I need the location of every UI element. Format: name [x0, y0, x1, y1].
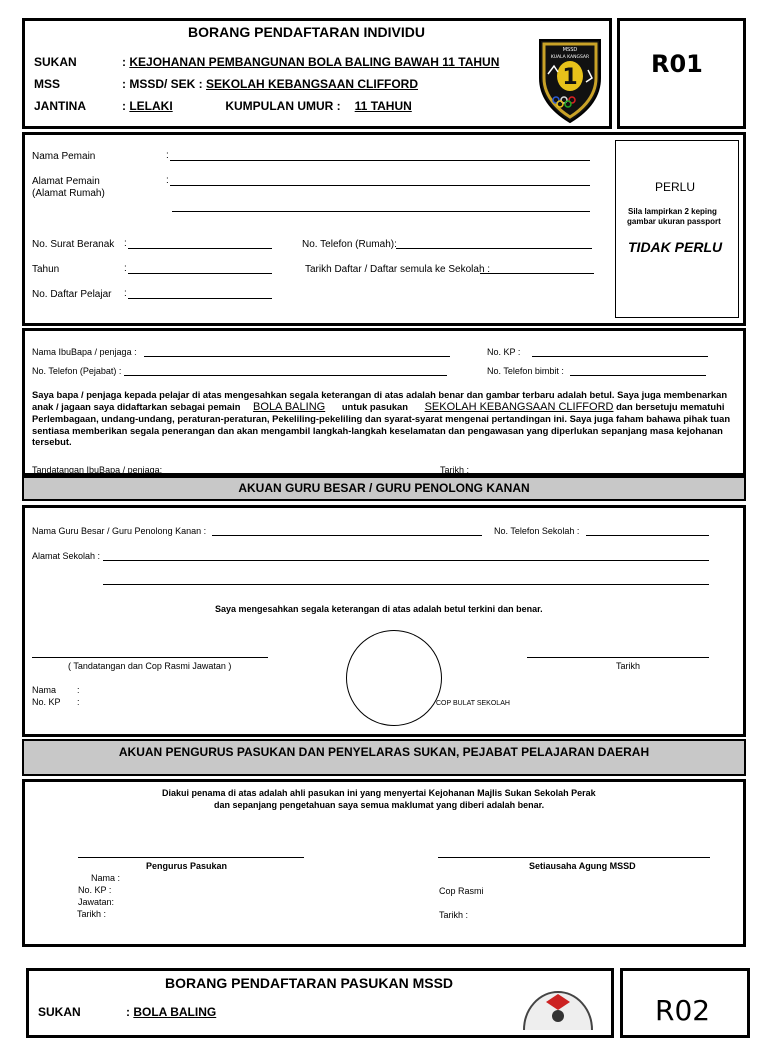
r01-mss-prefix: : MSSD/ SEK : — [122, 77, 207, 91]
r02-code: R02 — [655, 994, 711, 1027]
guru-tarikh-label: Tarikh — [616, 661, 641, 671]
ibubapa-tarikh-label: Tarikh : — [440, 465, 470, 474]
pengakuan-line-2e: dan bersetuju mematuhi — [616, 400, 725, 412]
surat-beranak-field[interactable] — [128, 248, 272, 249]
guru-bar-title: AKUAN GURU BESAR / GURU PENOLONG KANAN — [238, 481, 530, 495]
telefon-sekolah-field[interactable] — [586, 535, 709, 536]
r01-sukan-prefix: : — [122, 55, 130, 69]
r02-sukan-row — [126, 1005, 216, 1019]
pengakuan-pasukan-value: SEKOLAH KEBANGSAAN CLIFFORD — [424, 400, 614, 413]
guru-section-bar — [22, 476, 746, 501]
r01-sukan-label: SUKAN — [34, 55, 77, 69]
r01-mss-label: MSS — [34, 77, 61, 91]
guru-nama-colon: : — [77, 685, 80, 695]
surat-beranak-label: No. Surat Beranak — [32, 239, 115, 250]
guru-tandatangan-line[interactable] — [32, 657, 268, 658]
pengakuan-line-2c: untuk pasukan — [341, 400, 408, 412]
r01-jantina-prefix: : — [122, 99, 130, 113]
nama-guru-label: Nama Guru Besar / Guru Penolong Kanan : — [32, 526, 207, 536]
pengurus-nama-label: Nama : — [91, 873, 121, 883]
mssd-shield-logo — [534, 34, 606, 124]
r01-jantina-row — [122, 99, 443, 113]
cop-bulat-circle[interactable] — [346, 630, 442, 726]
daftar-pelajar-label: No. Daftar Pelajar — [32, 289, 112, 300]
nama-guru-field[interactable] — [212, 535, 482, 536]
r01-sukan-row — [122, 55, 499, 69]
r01-jantina-value: LELAKI — [129, 99, 173, 113]
telefon-pejabat-field[interactable] — [124, 375, 447, 376]
ibubapa-kp-label: No. KP : — [487, 347, 521, 357]
svg-text:KUALA KANGSAR: KUALA KANGSAR — [550, 55, 590, 60]
r01-umur-value: 11 TAHUN — [354, 99, 412, 113]
cop-rasmi-label: Cop Rasmi — [439, 886, 484, 896]
daftar-pelajar-colon: : — [124, 288, 127, 299]
pengurus-bar-title: AKUAN PENGURUS PASUKAN DAN PENYELARAS SUKAN, PEJABAT PELAJARAN DAERAH — [118, 745, 650, 759]
ibubapa-kp-field[interactable] — [532, 356, 708, 357]
guru-kp-colon: : — [77, 697, 80, 707]
pengurus-tarikh-label: Tarikh : — [77, 909, 107, 919]
photo-tidak-perlu: TIDAK PERLU — [628, 239, 723, 255]
cop-bulat-label: COP BULAT SEKOLAH — [436, 700, 510, 707]
r01-jantina-label: JANTINA — [34, 99, 87, 113]
r01-umur-label: KUMPULAN UMUR : — [225, 99, 341, 113]
tahun-field[interactable] — [128, 273, 272, 274]
r01-mss-value: SEKOLAH KEBANGSAAN CLIFFORD — [206, 77, 419, 91]
guru-kp-label: No. KP — [32, 697, 61, 707]
pengurus-section-bar — [22, 739, 746, 776]
r02-sukan-label: SUKAN — [38, 1005, 81, 1019]
setiausaha-tandatangan-line[interactable] — [438, 857, 710, 858]
alamat-pemain-label: Alamat Pemain — [32, 176, 100, 187]
pengakuan-sukan-value: BOLA BALING — [253, 400, 326, 413]
photo-perlu: PERLU — [655, 180, 696, 194]
telefon-rumah-label: No. Telefon (Rumah): — [302, 239, 397, 250]
alamat-pemain-sub: (Alamat Rumah) — [32, 188, 105, 199]
r02-logo — [520, 990, 596, 1030]
pengakuan-line-2 — [32, 401, 736, 414]
nama-pemain-colon: : — [166, 150, 169, 161]
pengakuan-line-5: tersebut. — [32, 436, 72, 447]
guru-tandatangan-label: ( Tandatangan dan Cop Rasmi Jawatan ) — [68, 661, 232, 671]
nama-pemain-label: Nama Pemain — [32, 151, 96, 162]
alamat-sekolah-field-2[interactable] — [103, 584, 709, 585]
r01-form-title: BORANG PENDAFTARAN INDIVIDU — [188, 24, 425, 40]
pengurus-jawatan-label: Jawatan: — [78, 897, 115, 907]
setiausaha-tarikh-label: Tarikh : — [439, 910, 469, 920]
r01-sukan-value: KEJOHANAN PEMBANGUNAN BOLA BALING BAWAH 11 TAHUN — [129, 55, 500, 69]
guru-pengesahan-text: Saya mengesahkan segala keterangan di atas adalah betul terkini dan benar. — [215, 604, 543, 614]
telefon-pejabat-label: No. Telefon (Pejabat) : — [32, 366, 122, 376]
alamat-pemain-field-2[interactable] — [172, 211, 590, 212]
tarikh-daftar-field[interactable] — [480, 273, 594, 274]
pengakuan-ibubapa-paragraph — [32, 389, 736, 448]
pengurus-tandatangan-line[interactable] — [78, 857, 304, 858]
telefon-sekolah-label: No. Telefon Sekolah : — [494, 526, 580, 536]
guru-tarikh-line[interactable] — [527, 657, 709, 658]
pengakuan-line-4: sentiasa memberikan segala penerangan dan akan mengambil langkah-langkah keselamatan dan pengawasan yang diperlukan sepanjang masa kejohanan — [32, 424, 723, 436]
r02-sukan-value: BOLA BALING — [133, 1005, 217, 1019]
svg-text:1: 1 — [562, 65, 578, 90]
svg-text:MSSD: MSSD — [562, 47, 578, 53]
pengurus-kp-label: No. KP : — [78, 885, 112, 895]
alamat-sekolah-label: Alamat Sekolah : — [32, 551, 101, 561]
tahun-label: Tahun — [32, 264, 60, 275]
pengakuan-line-1: Saya bapa / penjaga kepada pelajar di atas mengesahkan segala keterangan di atas adalah benar dan gambar terbaru adalah betul. Saya juga membenarkan — [32, 389, 728, 400]
alamat-sekolah-field-1[interactable] — [103, 560, 709, 561]
tahun-colon: : — [124, 263, 127, 274]
nama-ibubapa-label: Nama IbuBapa / penjaga : — [32, 347, 137, 357]
daftar-pelajar-field[interactable] — [128, 298, 272, 299]
telefon-bimbit-label: No. Telefon bimbit : — [487, 366, 564, 376]
tarikh-daftar-label: Tarikh Daftar / Daftar semula ke Sekolah : — [305, 264, 491, 275]
tandatangan-clip — [24, 462, 744, 474]
passport-photo-box[interactable] — [615, 140, 739, 318]
telefon-bimbit-field[interactable] — [570, 375, 706, 376]
pengurus-akuan-line-2: dan sepanjang pengetahuan saya semua maklumat yang diberi adalah benar. — [214, 800, 545, 810]
pengurus-pasukan-label: Pengurus Pasukan — [146, 861, 228, 871]
r02-form-title: BORANG PENDAFTARAN PASUKAN MSSD — [165, 975, 454, 991]
setiausaha-label: Setiausaha Agung MSSD — [529, 861, 636, 871]
pengurus-akuan-line-1: Diakui penama di atas adalah ahli pasukan ini yang menyertai Kejohanan Majlis Sukan Sekolah Perak — [162, 788, 596, 798]
tandatangan-ibubapa-label: Tandatangan IbuBapa / penjaga: — [32, 465, 163, 474]
alamat-pemain-colon: : — [166, 175, 169, 186]
telefon-rumah-field[interactable] — [396, 248, 592, 249]
r01-mss-row — [122, 77, 418, 91]
photo-note-2: gambar ukuran passport — [627, 217, 721, 226]
nama-ibubapa-field[interactable] — [144, 356, 450, 357]
nama-pemain-field[interactable] — [170, 160, 590, 161]
surat-beranak-colon: : — [124, 238, 127, 249]
pengakuan-line-2a: anak / jagaan saya didaftarkan sebagai pemain — [32, 400, 241, 412]
alamat-pemain-field-1[interactable] — [170, 185, 590, 186]
guru-nama-label: Nama — [32, 685, 57, 695]
pengakuan-line-3: Perlembagaan, undang-undang, peraturan-peraturan, Pekeliling-pekeliling dan syarat-syarat mengenai pertandingan ini. Saya juga faham bahawa pihak tuan — [32, 413, 731, 424]
r01-code: R01 — [651, 50, 703, 78]
photo-note-1: Sila lampirkan 2 keping — [628, 207, 717, 216]
r02-sukan-prefix: : — [126, 1005, 134, 1019]
